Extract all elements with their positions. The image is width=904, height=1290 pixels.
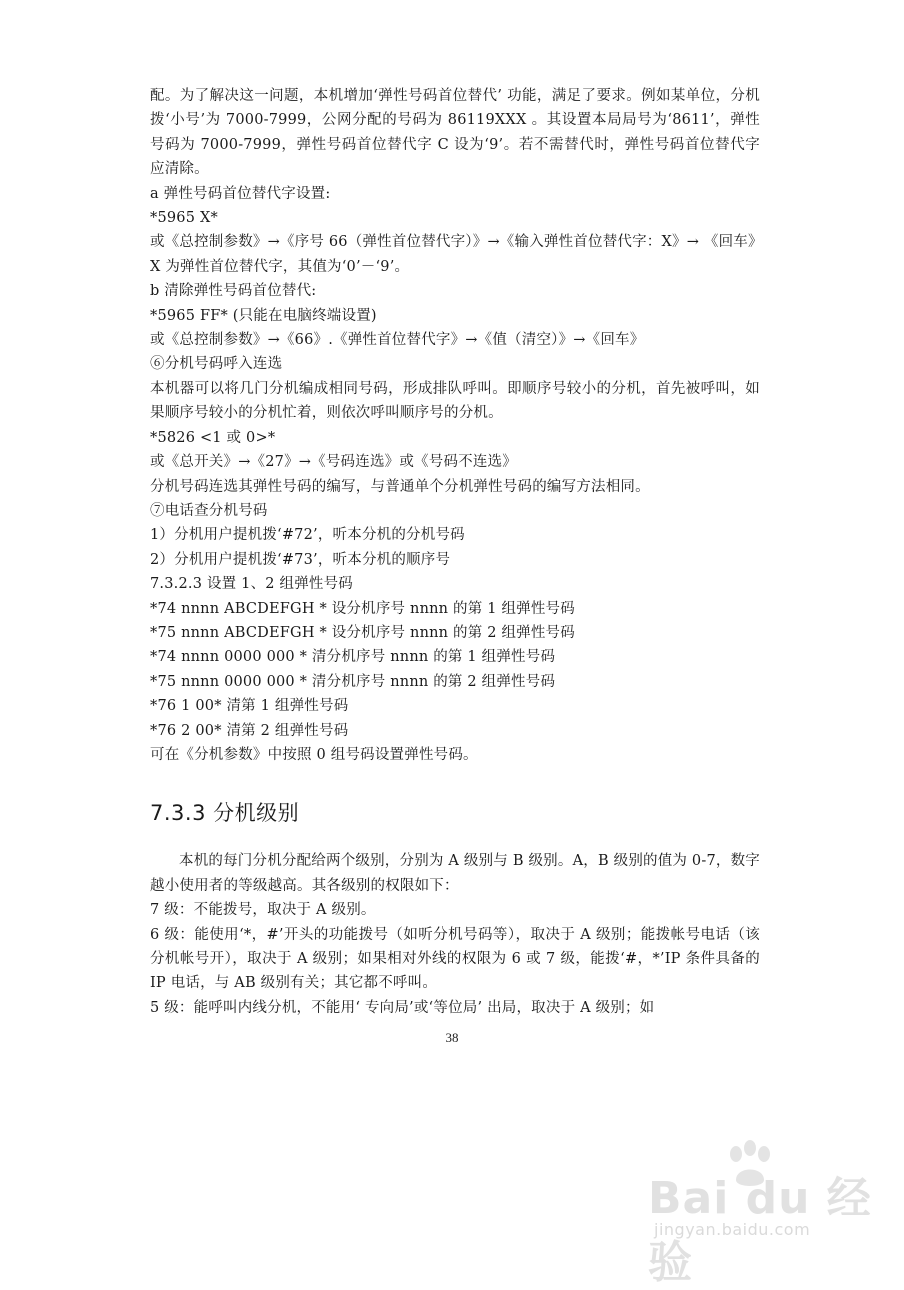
section-6-paragraph: 本机器可以将几门分机编成相同号码，形成排队呼叫。即顺序号较小的分机，首先被呼叫，如果顺序号较小的分机忙着，则依次呼叫顺序号的分机。 [150, 380, 760, 422]
section-b-title: b 清除弹性号码首位替代: [150, 283, 317, 300]
level-item: 6 级：能使用‘*，#’开头的功能拨号（如听分机号码等），取决于 A 级别；能拨帐号电话（该分机帐号开），取决于 A 级别；如果相对外线的权限为 6 或 7 级，能拨‘#，*’IP 条件具备的 IP 电话，与 AB 级别有关；其它都不呼叫。 [150, 926, 760, 992]
section-b-code: *5965 FF* (只能在电脑终端设置) [150, 307, 377, 324]
section-a-note: X 为弹性首位替代字，其值为‘0’－‘9’。 [150, 258, 410, 275]
code-line: *76 1 00* 清第 1 组弹性号码 [150, 698, 349, 715]
section-7-item: 1）分机用户提机拨‘#72’，听本分机的分机号码 [150, 527, 465, 544]
watermark-url: jingyan.baidu.com [654, 1220, 811, 1239]
section-733-paragraph: 本机的每门分机分配给两个级别，分别为 A 级别与 B 级别。A，B 级别的值为 0-7，数字越小使用者的等级越高。其各级别的权限如下： [150, 853, 760, 894]
section-heading: 7.3.3 分机级别 [150, 801, 300, 826]
section-6-note: 分机号码连选其弹性号码的编写，与普通单个分机弹性号码的编写方法相同。 [150, 478, 650, 495]
code-line: *76 2 00* 清第 2 组弹性号码 [150, 722, 349, 739]
page-number: 38 [445, 1030, 459, 1045]
watermark-brand: Bai du 经验 [648, 1173, 872, 1288]
baidu-watermark [640, 1140, 880, 1288]
level-item: 5 级：能呼叫内线分机，不能用‘ 专向局’或‘等位局’ 出局，取决于 A 级别；如 [150, 999, 655, 1016]
section-b-path: 或《总控制参数》→《66》.《弹性首位替代字》→《值（清空）》→《回车》 [150, 332, 645, 349]
section-a-title: a 弹性号码首位替代字设置: [150, 185, 331, 202]
code-line: *74 nnnn 0000 000 * 清分机序号 nnnn 的第 1 组弹性号码 [150, 649, 556, 666]
section-6-code: *5826 <1 或 0>* [150, 429, 276, 446]
section-7-title: ⑦电话查分机号码 [150, 502, 268, 519]
section-6-title: ⑥分机号码呼入连选 [150, 356, 283, 373]
document-page [150, 84, 763, 1020]
section-a-code: *5965 X* [150, 210, 218, 227]
intro-paragraph: 配。为了解决这一问题，本机增加‘弹性号码首位替代’ 功能，满足了要求。例如某单位，分机拨‘小号’为 7000-7999，公网分配的号码为 86119XXX 。其设置本局局号为‘8611’，弹性号码为 7000-7999，弹性号码首位替代字 C 设为‘9’。若不需替代时，弹性号码首位替代字应清除。 [150, 88, 760, 178]
code-line: *75 nnnn 0000 000 * 清分机序号 nnnn 的第 2 组弹性号码 [150, 673, 556, 690]
section-7-item: 2）分机用户提机拨‘#73’，听本分机的顺序号 [150, 551, 451, 568]
code-line: *75 nnnn ABCDEFGH * 设分机序号 nnnn 的第 2 组弹性号码 [150, 624, 575, 641]
level-item: 7 级：不能拨号，取决于 A 级别。 [150, 902, 376, 919]
code-line: *74 nnnn ABCDEFGH * 设分机序号 nnnn 的第 1 组弹性号码 [150, 600, 575, 617]
section-6-path: 或《总开关》→《27》→《号码连选》或《号码不连选》 [150, 454, 517, 471]
section-a-path: 或《总控制参数》→《序号 66（弹性首位替代字）》→《输入弹性首位替代字：X》→ 《回车》 [150, 234, 763, 251]
section-7323-note: 可在《分机参数》中按照 0 组号码设置弹性号码。 [150, 746, 478, 763]
section-7323-title: 7.3.2.3 设置 1、2 组弹性号码 [150, 576, 354, 593]
